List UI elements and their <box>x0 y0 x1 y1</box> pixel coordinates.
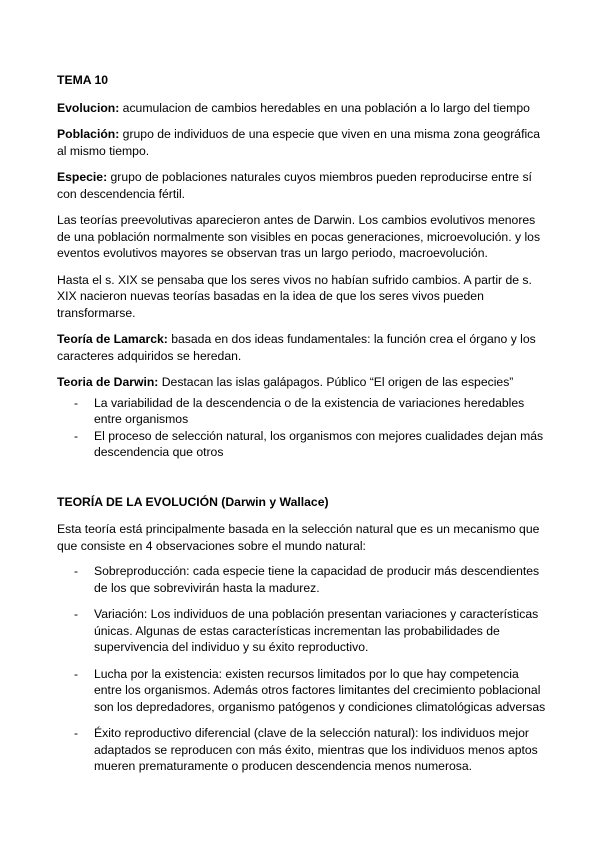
bullet-dash: - <box>74 395 79 410</box>
list-item-text: Éxito reproductivo diferencial (clave de la selección natural): los individuos mejor adaptados se reproducen con más éxito, mientras que los individuos menos aptos mueren prematuramente o producen descendencia menos numerosa. <box>94 726 538 773</box>
definition-text: grupo de poblaciones naturales cuyos miembros pueden reproducirse entre sí con descendencia fértil. <box>57 170 532 201</box>
bullet-dash: - <box>74 726 79 740</box>
definition-poblacion <box>57 126 547 159</box>
bullet-dash: - <box>74 607 79 621</box>
document-page <box>57 72 547 785</box>
list-item-text: Sobreproducción: cada especie tiene la capacidad de producir más descendientes de los que sobrevivirán hasta la madurez. <box>94 564 540 595</box>
definition-term: Población: <box>57 127 120 141</box>
section-intro: Esta teoría está principalmente basada en la selección natural que es un mecanismo que que consiste en 4 observaciones sobre el mundo natural: <box>57 522 540 553</box>
bullet-dash: - <box>74 428 79 443</box>
list-item <box>57 395 547 428</box>
theory-term: Teoria de Darwin: <box>57 375 159 389</box>
list-item <box>57 725 547 775</box>
section-spacer <box>57 471 547 494</box>
section-heading: TEORÍA DE LA EVOLUCIÓN (Darwin y Wallace) <box>57 494 329 509</box>
page-title: TEMA 10 <box>57 73 109 87</box>
definition-text: acumulacion de cambios heredables en una población a lo largo del tiempo <box>119 100 530 115</box>
definition-evolucion <box>57 100 547 117</box>
observations-list <box>57 563 547 775</box>
definition-text: grupo de individuos de una especie que viven en una misma zona geográfica al mismo tiempo. <box>57 127 541 158</box>
list-item <box>57 563 547 596</box>
list-item-text: Variación: Los individuos de una población presentan variaciones y características únicas. Algunas de estas características incrementan las probabilidades de supervivencia del individuo y su éxito reproductivo. <box>94 607 539 654</box>
theory-text: Destacan las islas galápagos. Público “El origen de las especies” <box>158 375 514 389</box>
paragraph-siglo-xix: Hasta el s. XIX se pensaba que los seres vivos no habían sufrido cambios. A partir de s. XIX nacieron nuevas teorías basadas en la idea de que los seres vivos pueden transformarse. <box>57 272 532 320</box>
definition-term: Evolucion: <box>57 100 120 115</box>
list-item <box>57 428 547 461</box>
theory-text: basada en dos ideas fundamentales: la función crea el órgano y los caracteres adquiridos se heredan. <box>57 332 536 363</box>
bullet-dash: - <box>74 564 79 578</box>
bullet-dash: - <box>74 666 79 681</box>
list-item <box>57 606 547 656</box>
theory-darwin <box>57 374 547 391</box>
list-item-text: La variabilidad de la descendencia o de la existencia de variaciones heredables entre organismos <box>94 395 525 426</box>
list-item <box>57 666 547 716</box>
list-item-text: Lucha por la existencia: existen recursos limitados por lo que hay competencia entre los organismos. Además otros factores limitantes del crecimiento poblacional son los depredadores, organismo patógenos y condiciones climatológicas adversas <box>94 666 546 714</box>
list-item-text: El proceso de selección natural, los organismos con mejores cualidades dejan más descendencia que otros <box>94 428 544 459</box>
paragraph-preevolutivas: Las teorías preevolutivas aparecieron antes de Darwin. Los cambios evolutivos menores de una población normalmente son visibles en pocas generaciones, microevolución. y los eventos evolutivos mayores se observan tras un largo periodo, macroevolución. <box>57 213 541 260</box>
theory-lamarck <box>57 331 547 364</box>
definition-especie <box>57 169 547 202</box>
theory-term: Teoría de Lamarck: <box>57 332 168 346</box>
definition-term: Especie: <box>57 170 108 184</box>
darwin-list <box>57 395 547 461</box>
